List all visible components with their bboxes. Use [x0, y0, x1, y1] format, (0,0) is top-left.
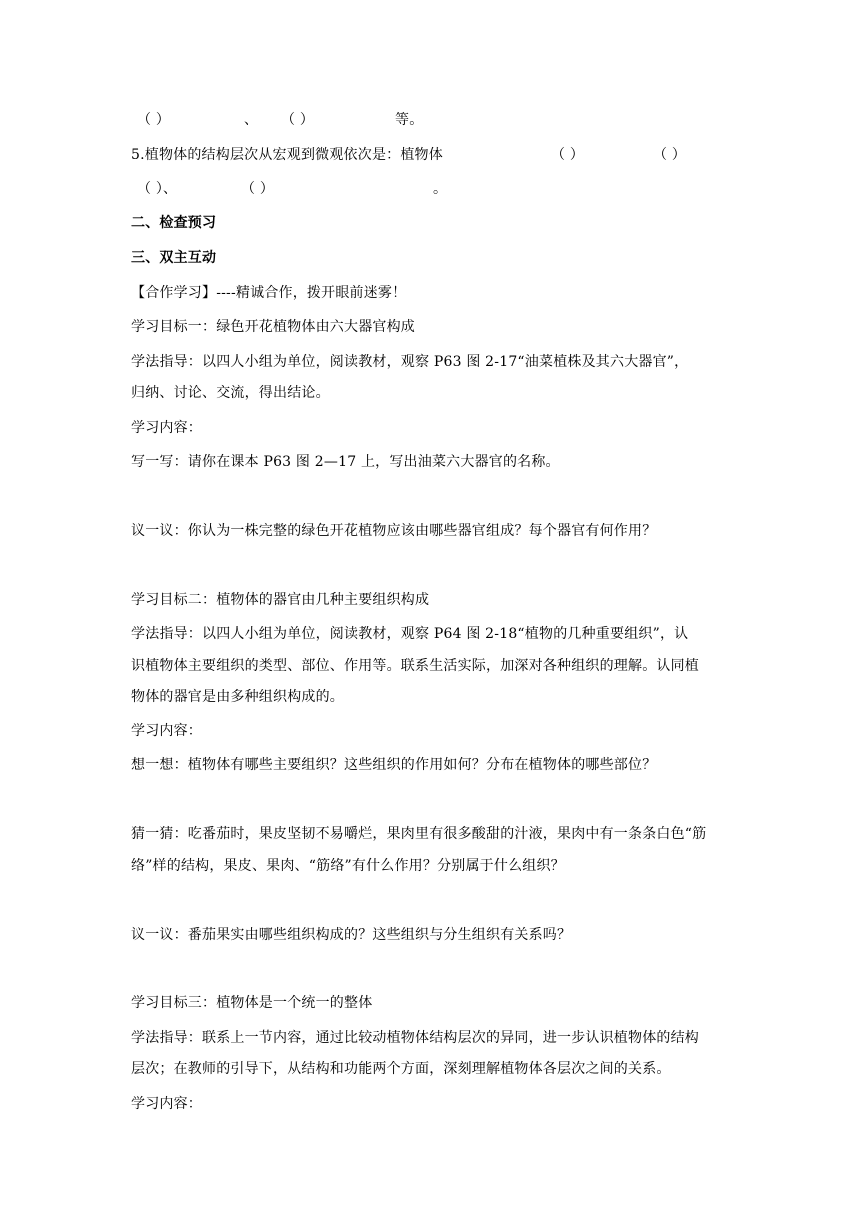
method-guide-two-line1: 学法指导：以四人小组为单位，阅读教材，观察 P64 图 2-18“植物的几种重要组织”，认 [131, 626, 689, 642]
guess-activity-line2: 络”样的结构，果皮、果肉、“筋络”有什么作用？分别属于什么组织？ [131, 858, 565, 874]
blank-paren: （ ） [241, 181, 275, 197]
blank-paren: （ ）、 [137, 181, 178, 197]
content-label-three: 学习内容： [131, 1096, 202, 1112]
question-5 [131, 145, 731, 165]
separator: 、 [244, 112, 259, 128]
blank-paren: （ ） [281, 112, 315, 128]
goal-one: 学习目标一：绿色开花植物体由六大器官构成 [131, 319, 415, 335]
method-guide-three-line1: 学法指导：联系上一节内容，通过比较动植物体结构层次的异同，进一步认识植物体的结构 [131, 1030, 699, 1046]
method-guide-two-line3: 物体的器官是由多种组织构成的。 [131, 689, 344, 705]
blank-paren: （ ） [137, 112, 171, 128]
blank-paren: （ ） [653, 147, 687, 163]
question-5-text: 5.植物体的结构层次从宏观到微观依次是：植物体 [131, 147, 443, 163]
cooperative-learning-heading [131, 283, 406, 303]
cooperative-learning-text: 【合作学习】----精诚合作，拨开眼前迷雾！ [131, 285, 407, 301]
section-heading-preview: 二、检查预习 [131, 215, 217, 231]
discuss-activity-two: 议一议：番茄果实由哪些组织构成的？这些组织与分生组织有关系吗？ [131, 927, 572, 943]
etc-text: 等。 [395, 112, 424, 128]
method-guide-two-line2: 识植物体主要组织的类型、部位、作用等。联系生活实际，加深对各种组织的理解。认同植 [131, 658, 699, 674]
content-label-two: 学习内容： [131, 723, 202, 739]
content-label-one: 学习内容： [131, 420, 202, 436]
period: 。 [433, 181, 448, 197]
section-heading-interaction: 三、双主互动 [131, 250, 217, 266]
discuss-activity-one: 议一议：你认为一株完整的绿色开花植物应该由哪些器官组成？每个器官有何作用？ [131, 523, 657, 539]
guess-activity-line1: 猜一猜：吃番茄时，果皮坚韧不易嚼烂，果肉里有很多酸甜的汁液，果肉中有一条条白色“筋 [131, 826, 707, 842]
goal-two: 学习目标二：植物体的器官由几种主要组织构成 [131, 592, 430, 608]
method-guide-one-line1: 学法指导：以四人小组为单位，阅读教材，观察 P63 图 2-17“油菜植株及其六大器官”， [131, 354, 689, 370]
method-guide-three-line2: 层次；在教师的引导下，从结构和功能两个方面，深刻理解植物体各层次之间的关系。 [131, 1061, 671, 1077]
method-guide-one-line2: 归纳、讨论、交流，得出结论。 [131, 385, 330, 401]
goal-three: 学习目标三：植物体是一个统一的整体 [131, 995, 373, 1011]
blank-paren: （ ） [551, 147, 585, 163]
write-activity: 写一写：请你在课本 P63 图 2—17 上，写出油菜六大器官的名称。 [131, 454, 560, 470]
think-activity: 想一想：植物体有哪些主要组织？这些组织的作用如何？分布在植物体的哪些部位？ [131, 757, 657, 773]
